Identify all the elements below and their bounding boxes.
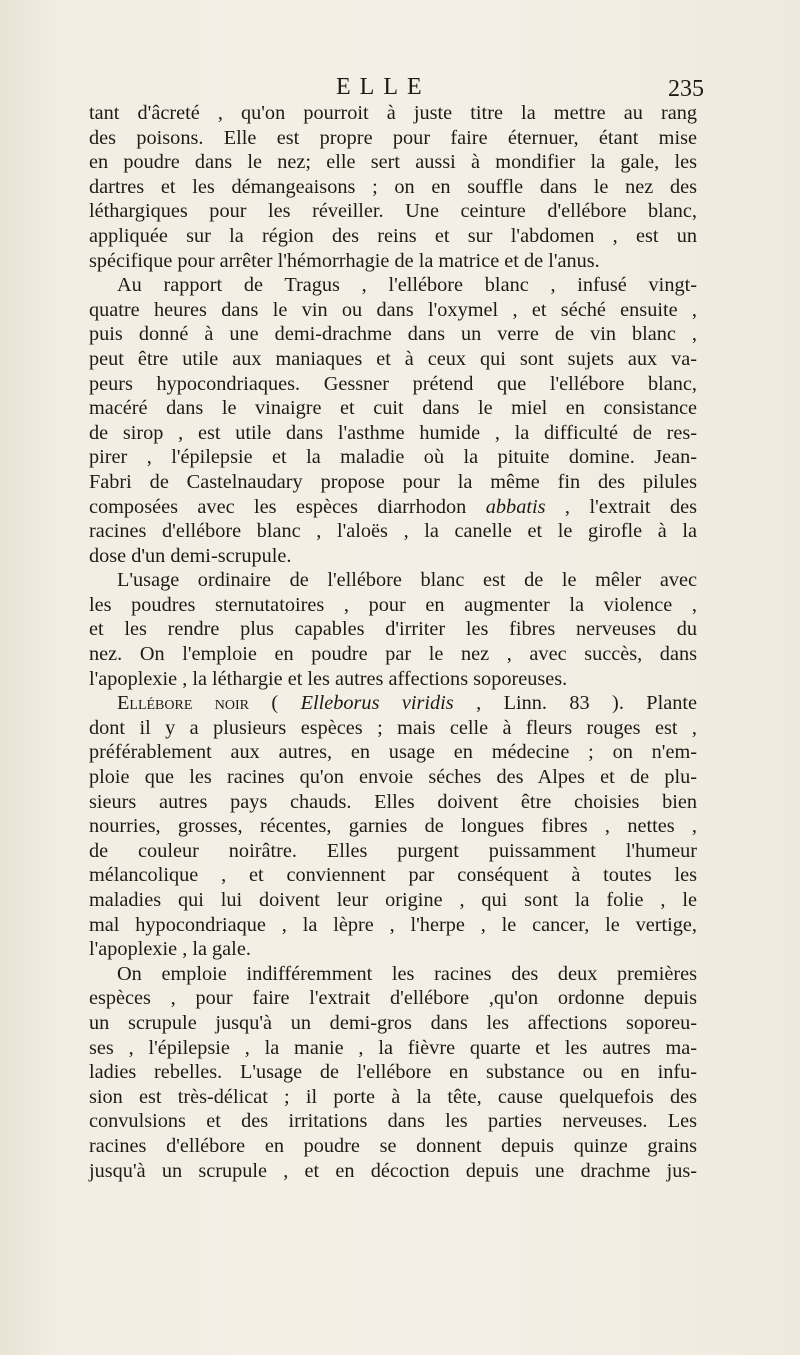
line-segment: dartres et les démangeaisons ; on en souffle dans le nez des (89, 175, 697, 198)
line-segment: jusqu'à un scrupule , et en décoction depuis une drachme jus- (89, 1159, 697, 1182)
line-segment: macéré dans le vinaigre et cuit dans le miel en consistance (89, 397, 697, 420)
text-line (89, 372, 697, 397)
text-line (89, 347, 697, 372)
running-head: ELLE (336, 74, 431, 100)
line-segment: ( (249, 692, 301, 715)
text-line (89, 175, 697, 200)
text-line (89, 421, 697, 446)
line-segment: appliquée sur la région des reins et sur l'abdomen , est un (89, 224, 697, 247)
text-line (89, 814, 697, 839)
line-segment: mal hypocondriaque , la lèpre , l'herpe , le cancer, le vertige, (89, 913, 697, 936)
text-line (89, 224, 697, 249)
line-segment: convulsions et des irritations dans les parties nerveuses. Les (89, 1110, 697, 1133)
text-line (89, 986, 697, 1011)
line-segment: peurs hypocondriaques. Gessner prétend que l'ellébore blanc, (89, 372, 697, 395)
text-line (89, 495, 697, 520)
line-segment: tant d'âcreté , qu'on pourroit à juste titre la mettre au rang (89, 102, 697, 124)
line-segment: dont il y a plusieurs espèces ; mais celle à fleurs rouges est , (89, 716, 697, 739)
text-line (89, 913, 697, 938)
line-segment: léthargiques pour les réveiller. Une ceinture d'ellébore blanc, (89, 200, 697, 223)
text-line (89, 273, 697, 298)
page-number: 235 (668, 76, 704, 102)
text-line (89, 298, 697, 323)
line-segment: racines d'ellébore en poudre se donnent depuis quinze grains (89, 1134, 697, 1157)
line-segment: peut être utile aux maniaques et à ceux qui sont sujets aux va- (89, 347, 697, 370)
line-segment: espèces , pour faire l'extrait d'ellébore ,qu'on ordonne depuis (89, 987, 697, 1010)
line-segment: On emploie indifféremment les racines des deux premières (117, 962, 697, 985)
text-line (89, 765, 697, 790)
line-segment: maladies qui lui doivent leur origine , qui sont la folie , le (89, 889, 697, 911)
line-segment: pirer , l'épilepsie et la maladie où la pituite domine. Jean- (89, 446, 697, 469)
line-segment: sion est très-délicat ; il porte à la tête, cause quelquefois des (89, 1085, 697, 1108)
text-line (89, 1134, 697, 1159)
text-line (89, 470, 697, 495)
text-line (89, 790, 697, 815)
text-line (89, 740, 697, 765)
text-line (89, 396, 697, 421)
line-segment: , l'extrait des (545, 495, 697, 518)
text-line (89, 888, 697, 913)
text-line (89, 249, 697, 274)
line-segment: L'usage ordinaire de l'ellébore blanc est de le mêler avec (117, 569, 697, 592)
body-text (89, 101, 697, 1183)
text-line (89, 1011, 697, 1036)
text-line (89, 568, 697, 593)
text-line (89, 1159, 697, 1184)
line-segment: de couleur noirâtre. Elles purgent puissamment l'humeur (89, 839, 697, 862)
line-segment: racines d'ellébore blanc , l'aloës , la canelle et le girofle à la (89, 520, 697, 543)
text-line (89, 101, 697, 126)
text-line (89, 544, 697, 569)
line-segment: un scrupule jusqu'à un demi-gros dans les affections soporeu- (89, 1011, 697, 1034)
text-line (89, 150, 697, 175)
text-line (89, 519, 697, 544)
line-segment: nez. On l'emploie en poudre par le nez , avec succès, dans (89, 643, 697, 666)
line-segment: composées avec les espèces diarrhodon (89, 495, 486, 518)
line-segment: sieurs autres pays chauds. Elles doivent être choisies bien (89, 790, 697, 813)
line-segment: en poudre dans le nez; elle sert aussi à mondifier la gale, les (89, 151, 697, 174)
line-segment: des poisons. Elle est propre pour faire éternuer, étant mise (89, 126, 697, 149)
line-segment: Linn. 83 ). Plante (481, 692, 697, 715)
text-line (89, 1036, 697, 1061)
line-segment: et les rendre plus capables d'irriter les fibres nerveuses du (89, 618, 697, 641)
line-segment: spécifique pour arrêter l'hémorrhagie de la matrice et de l'anus. (89, 249, 600, 272)
text-line (89, 199, 697, 224)
line-segment: Au rapport de Tragus , l'ellébore blanc , infusé vingt- (117, 274, 697, 297)
line-segment: ses , l'épilepsie , la manie , la fièvre quarte et les autres ma- (89, 1036, 697, 1059)
line-segment: Fabri de Castelnaudary propose pour la même fin des pilules (89, 470, 697, 493)
text-line (89, 617, 697, 642)
line-segment: mélancolique , et conviennent par conséquent à toutes les (89, 864, 697, 887)
line-segment: préférablement aux autres, en usage en médecine ; on n'em- (89, 741, 697, 764)
line-segment: ploie que les racines qu'on envoie séches des Alpes et de plu- (89, 766, 697, 789)
text-line (89, 863, 697, 888)
text-line (89, 937, 697, 962)
line-segment: ladies rebelles. L'usage de l'ellébore en substance ou en infu- (89, 1061, 697, 1084)
text-line (89, 1085, 697, 1110)
text-line (89, 839, 697, 864)
line-segment: quatre heures dans le vin ou dans l'oxymel , et séché ensuite , (89, 298, 697, 321)
line-segment: de sirop , est utile dans l'asthme humide , la difficulté de res- (89, 421, 697, 444)
text-line (89, 445, 697, 470)
italic-term: abbatis (485, 495, 546, 518)
line-segment: nourries, grosses, récentes, garnies de longues fibres , nettes , (89, 815, 697, 838)
italic-term: Elleborus viridis , (300, 692, 482, 715)
line-segment: l'apoplexie , la léthargie et les autres affections soporeuses. (89, 667, 568, 690)
text-line (89, 642, 697, 667)
text-line (89, 322, 697, 347)
text-line (89, 593, 697, 618)
line-segment: puis donné à une demi-drachme dans un verre de vin blanc , (89, 323, 697, 346)
text-line (89, 126, 697, 151)
text-line (89, 962, 697, 987)
page-header (0, 74, 800, 104)
line-segment: les poudres sternutatoires , pour en augmenter la violence , (89, 593, 697, 616)
line-segment: dose d'un demi-scrupule. (89, 544, 292, 567)
line-segment: l'apoplexie , la gale. (89, 938, 251, 961)
text-line (89, 1109, 697, 1134)
text-line (89, 667, 697, 692)
text-line (89, 716, 697, 741)
entry-heading: Ellébore noir (117, 692, 250, 715)
text-line (89, 691, 697, 716)
text-line (89, 1060, 697, 1085)
